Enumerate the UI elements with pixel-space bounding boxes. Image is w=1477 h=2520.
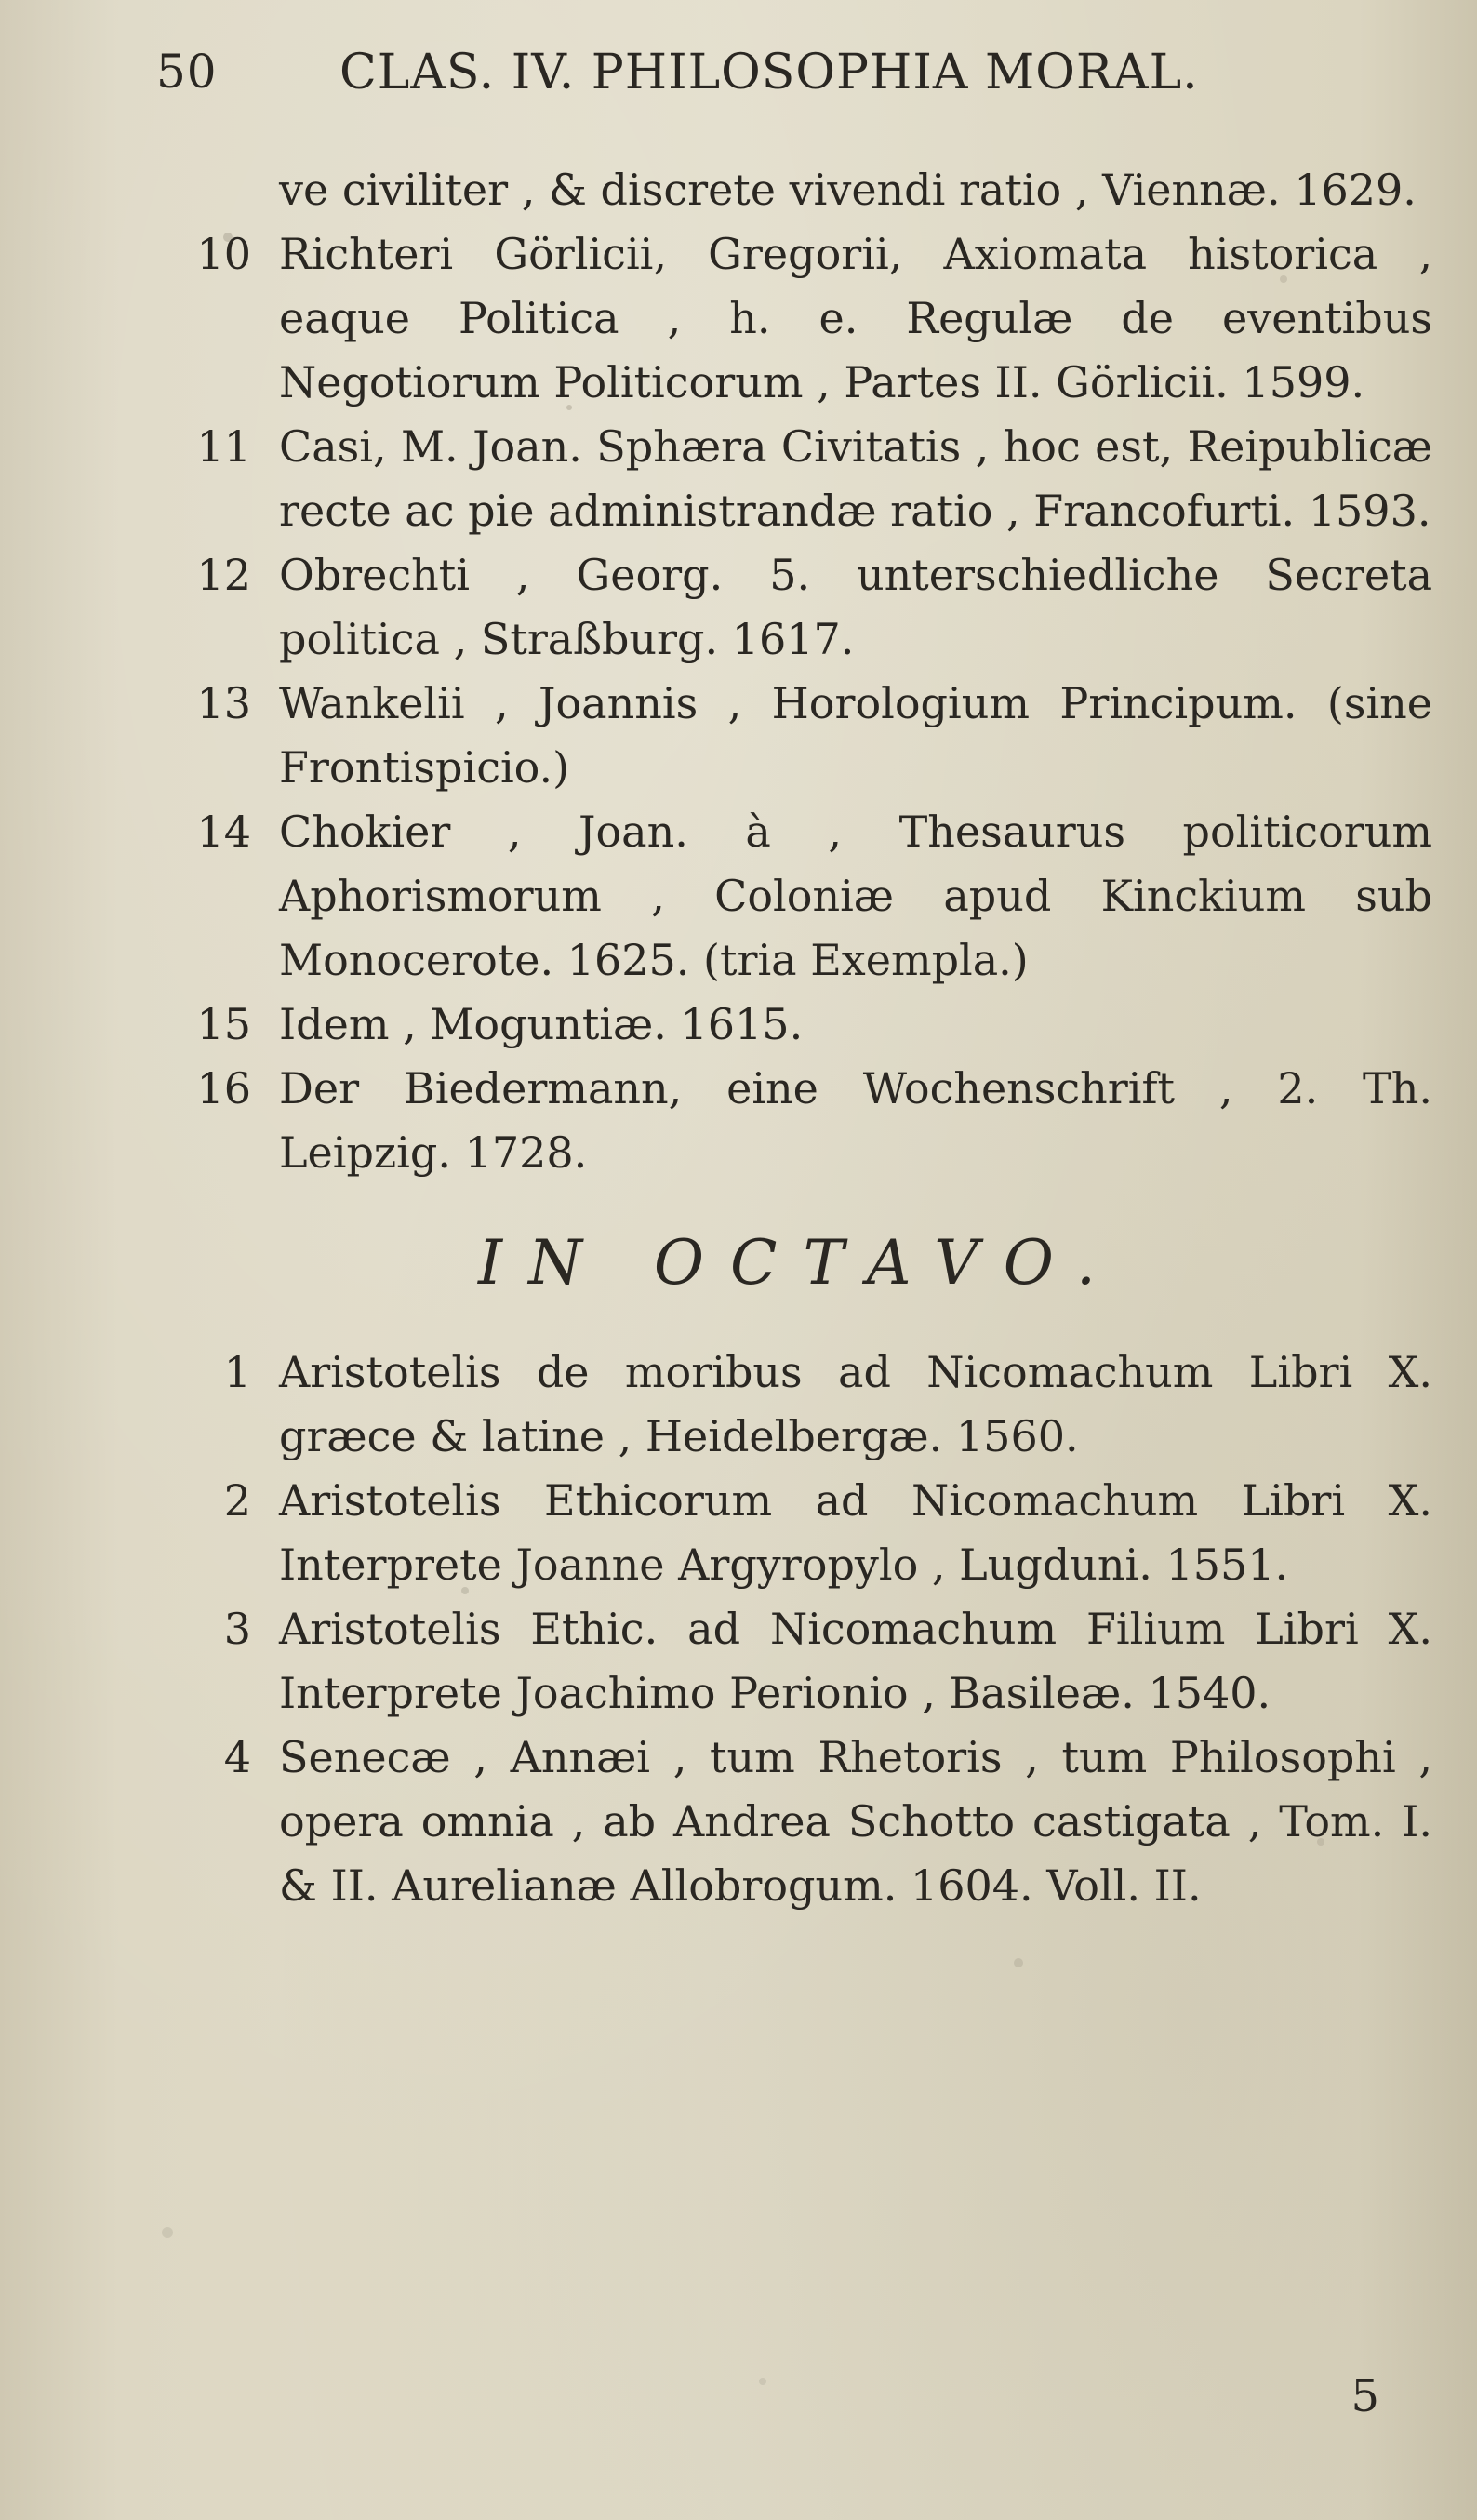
entry-text: Idem , Moguntiæ. 1615. (279, 999, 804, 1049)
catalog-entry (167, 1726, 1432, 1918)
entry-text: ve civiliter , & discrete vivendi ratio , Viennæ. 1629. (279, 165, 1417, 215)
entry-text: Casi, M. Joan. Sphæra Civitatis , hoc est, Reipublicæ recte ac pie administrandæ ratio , Francofurti. 1593. (279, 421, 1432, 536)
catalog-entry (167, 1340, 1432, 1469)
entry-text: Chokier , Joan. à , Thesaurus politicorum Aphorismorum , Coloniæ apud Kinckium sub Monocerote. 1625. (tria Exempla.) (279, 807, 1432, 985)
entry-number: 13 (196, 678, 251, 728)
catalog-entries (167, 158, 1432, 1918)
entry-number: 11 (196, 421, 251, 472)
catalog-entry (167, 800, 1432, 993)
catalog-entry (167, 672, 1432, 800)
entry-text: Senecæ , Annæi , tum Rhetoris , tum Philosophi , opera omnia , ab Andrea Schotto castigata , Tom. I. & II. Aurelianæ Allobrogum. 1604. Voll. II. (279, 1732, 1432, 1911)
entry-number: 15 (196, 999, 251, 1049)
entry-text: Obrechti , Georg. 5. unterschiedliche Secreta politica , Straßburg. 1617. (279, 550, 1432, 664)
catalog-entry (167, 158, 1432, 222)
catalog-entry (167, 1469, 1432, 1597)
entry-number: 16 (196, 1063, 251, 1113)
catalog-entry (167, 415, 1432, 543)
running-title: CLAS. IV. PHILOSOPHIA MORAL. (339, 45, 1199, 100)
section-heading: IN OCTAVO. (478, 1227, 1122, 1299)
entry-number: 14 (196, 807, 251, 857)
catalog-entry (167, 222, 1432, 415)
catalog-entry (167, 543, 1432, 672)
entry-text: Aristotelis Ethic. ad Nicomachum Filium Libri X. Interprete Joachimo Perionio , Basileæ. 1540. (279, 1604, 1432, 1718)
running-header (149, 28, 1358, 102)
entry-number: 4 (223, 1732, 251, 1782)
catalog-entry (167, 1597, 1432, 1726)
entry-text: Der Biedermann, eine Wochenschrift , 2. Th. Leipzig. 1728. (279, 1063, 1432, 1178)
entry-number: 3 (223, 1604, 251, 1654)
catalog-entry (167, 993, 1432, 1057)
entry-text: Richteri Görlicii, Gregorii, Axiomata historica , eaque Politica , h. e. Regulæ de eventibus Negotiorum Politicorum , Partes II. Görlicii. 1599. (279, 229, 1432, 407)
entry-number: 10 (196, 229, 251, 279)
page-number: 50 (156, 45, 218, 99)
entry-number: 1 (223, 1347, 251, 1397)
entry-text: Aristotelis Ethicorum ad Nicomachum Libri X. Interprete Joanne Argyropylo , Lugduni. 1551. (279, 1475, 1432, 1590)
entry-text: Aristotelis de moribus ad Nicomachum Libri X. græce & latine , Heidelbergæ. 1560. (279, 1347, 1432, 1461)
entry-number: 2 (223, 1475, 251, 1526)
entry-text: Wankelii , Joannis , Horologium Principum. (sine Frontispicio.) (279, 678, 1432, 793)
signature-mark: 5 (1351, 2370, 1379, 2422)
catalog-entry (167, 1057, 1432, 1185)
entry-number: 12 (196, 550, 251, 600)
